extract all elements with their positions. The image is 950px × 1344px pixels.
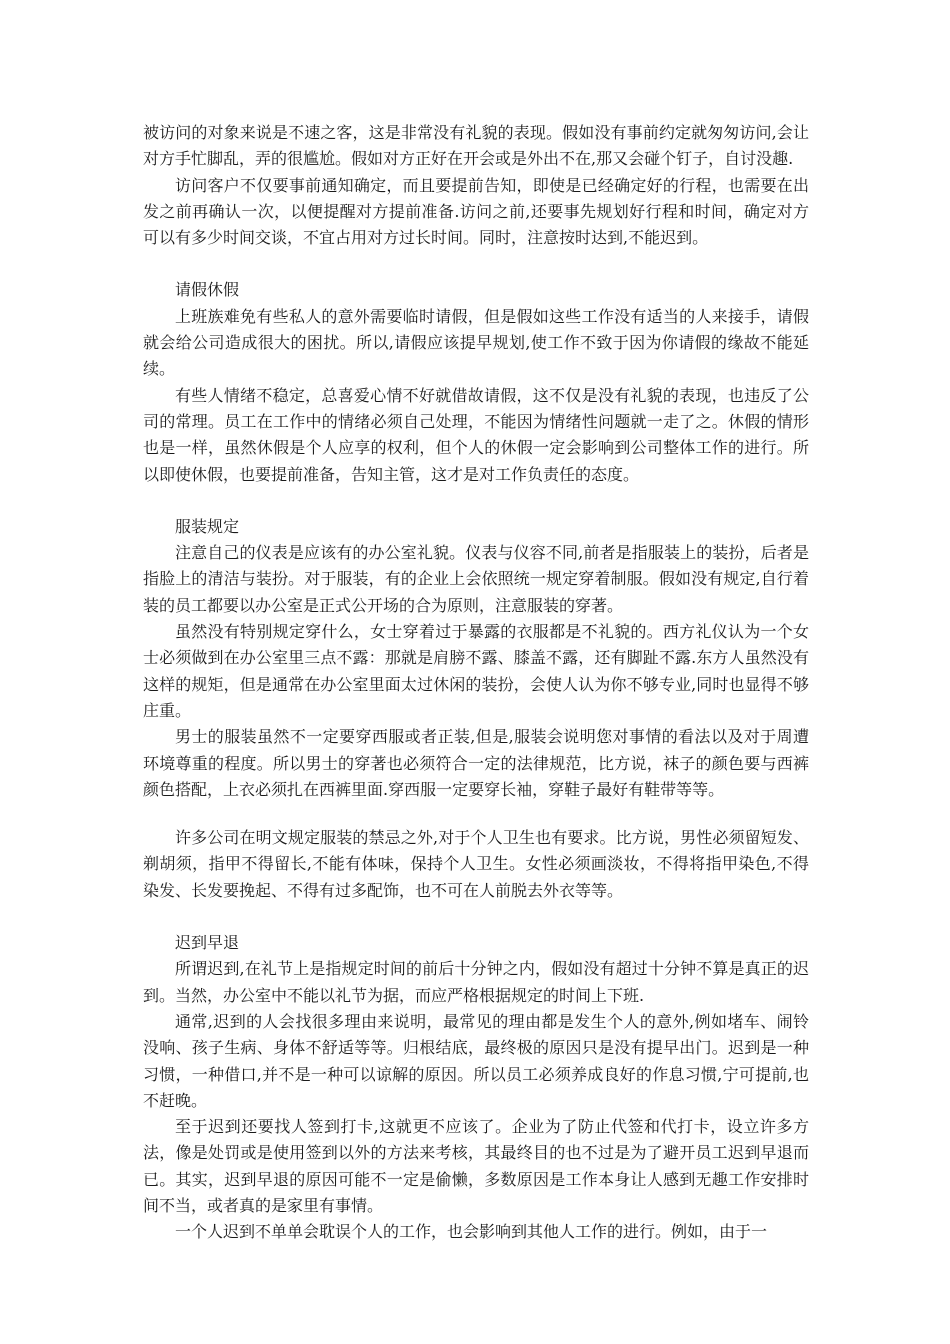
paragraph-leave-emotions: 有些人情绪不稳定，总喜爱心情不好就借故请假，这不仅是没有礼貌的表现，也违反了公司的常理。员工在工作中的情绪必须自己处理，不能因为情绪性问题就一走了之。休假的情形也是一样，虽然休假是个人应享的权利，但个人的休假一定会影响到公司整体工作的进行。所以即使休假，也要提前准备，告知主管，这才是对工作负责任的态度。 <box>143 385 809 484</box>
paragraph-lateness-impact: 一个人迟到不单单会耽误个人的工作，也会影响到其他人工作的进行。例如，由于一 <box>175 1222 768 1242</box>
paragraph-spacer <box>143 803 809 825</box>
paragraph-dress-men: 男士的服装虽然不一定要穿西服或者正装,但是,服装会说明您对事情的看法以及对于周遭环境尊重的程度。所以男士的穿著也必须符合一定的法律规范，比方说，袜子的颜色要与西裤颜色搭配，上衣必须扎在西裤里面.穿西服一定要穿长袖，穿鞋子最好有鞋带等等。 <box>143 727 809 799</box>
section-heading-dress-code: 服装规定 <box>175 516 240 536</box>
paragraph-dress-hygiene: 许多公司在明文规定服装的禁忌之外,对于个人卫生也有要求。比方说，男性必须留短发、剃胡须，指甲不得留长,不能有体味，保持个人卫生。女性必须画淡妆，不得将指甲染色,不得染发、长发要挽起、不得有过多配饰，也不可在人前脱去外衣等等。 <box>143 828 809 900</box>
paragraph-dress-women: 虽然没有特别规定穿什么，女士穿着过于暴露的衣服都是不礼貌的。西方礼仪认为一个女士必须做到在办公室里三点不露：那就是肩膀不露、膝盖不露，还有脚趾不露.东方人虽然没有这样的规矩，但是通常在办公室里面太过休闲的装扮，会使人认为你不够专业,同时也显得不够庄重。 <box>143 622 809 720</box>
paragraph-visit-confirmation: 访问客户不仅要事前通知确定，而且要提前告知，即使是已经确定好的行程，也需要在出发之前再确认一次，以便提醒对方提前准备.访问之前,还要事先规划好行程和时间，确定对方可以有多少时间交谈，不宜占用对方过长时间。同时，注意按时达到,不能迟到。 <box>143 175 809 248</box>
paragraph-leave-planning: 上班族难免有些私人的意外需要临时请假，但是假如这些工作没有适当的人来接手，请假就会给公司造成很大的困扰。所以,请假应该提早规划,使工作不致于因为你请假的缘故不能延续。 <box>143 306 809 379</box>
paragraph-lateness-definition: 所谓迟到,在礼节上是指规定时间的前后十分钟之内，假如没有超过十分钟不算是真正的迟到。当然，办公室中不能以礼节为据，而应严格根据规定的时间上下班. <box>143 959 809 1005</box>
paragraph-lateness-clock-in: 至于迟到还要找人签到打卡,这就更不应该了。企业为了防止代签和代打卡，设立许多方法，像是处罚或是使用签到以外的方法来考核，其最终目的也不过是为了避开员工迟到早退而已。其实，迟到早退的原因可能不一定是偷懒，多数原因是工作本身让人感到无趣工作安排时间不当，或者真的是家里有事情。 <box>143 1117 809 1215</box>
section-heading-lateness: 迟到早退 <box>175 933 240 953</box>
paragraph-lateness-excuses: 通常,迟到的人会找很多理由来说明，最常见的理由都是发生个人的意外,例如堵车、闹铃没响、孩子生病、身体不舒适等等。归根结底，最终极的原因只是没有提早出门。迟到是一种习惯，一种借口,并不是一种可以谅解的原因。所以员工必须养成良好的作息习惯,宁可提前,也不赶晚。 <box>143 1011 809 1110</box>
section-heading-leave: 请假休假 <box>175 280 240 300</box>
paragraph-dress-appearance: 注意自己的仪表是应该有的办公室礼貌。仪表与仪容不同,前者是指服装上的装扮，后者是指脸上的清洁与装扮。对于服装，有的企业上会依照统一规定穿着制服。假如没有规定,自行着装的员工都要以办公室是正式公开场的合为原则，注意服装的穿著。 <box>143 543 809 615</box>
paragraph-visit-etiquette-continued: 被访问的对象来说是不速之客，这是非常没有礼貌的表现。假如没有事前约定就匆匆访问,会让对方手忙脚乱，弄的很尴尬。假如对方正好在开会或是外出不在,那又会碰个钉子，自讨没趣. <box>143 123 809 169</box>
document-body <box>143 120 809 1246</box>
